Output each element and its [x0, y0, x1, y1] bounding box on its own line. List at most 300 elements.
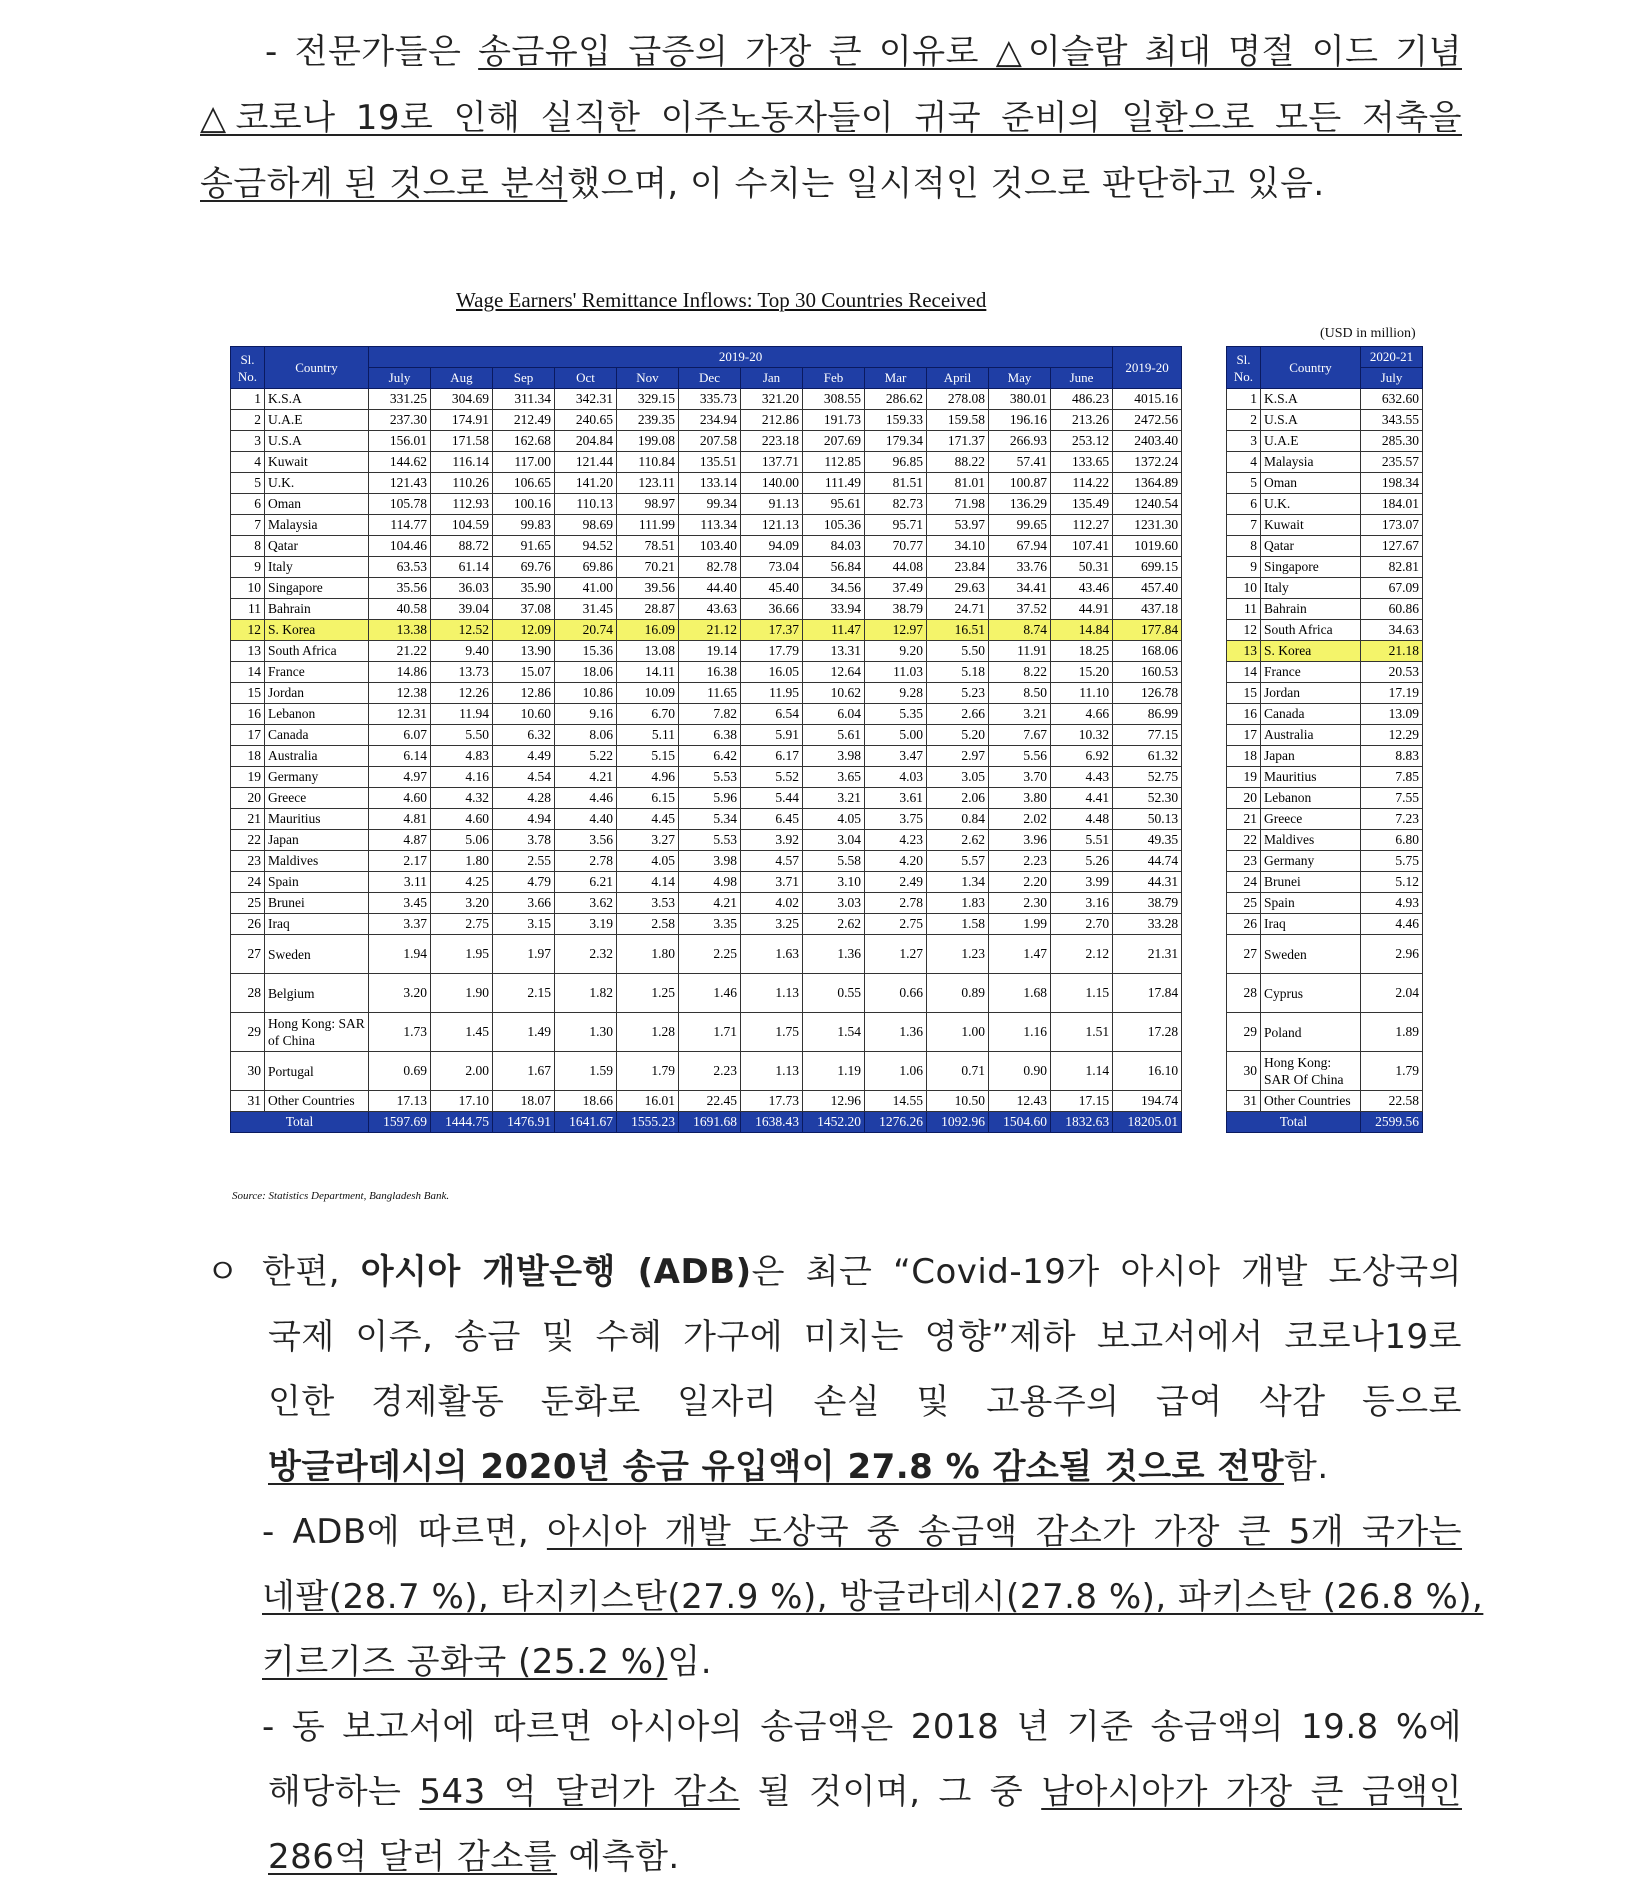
- value-cell: 1.16: [989, 1013, 1051, 1052]
- total-value: 1641.67: [555, 1112, 617, 1133]
- country-cell: Kuwait: [265, 452, 369, 473]
- table-row: [1227, 473, 1423, 494]
- value-cell: 2.78: [865, 893, 927, 914]
- row-number: 18: [1227, 746, 1261, 767]
- table-row: [231, 746, 1182, 767]
- value-cell: 5.12: [1361, 872, 1423, 893]
- row-number: 19: [1227, 767, 1261, 788]
- value-cell: 8.22: [989, 662, 1051, 683]
- row-number: 18: [231, 746, 265, 767]
- table-row: [231, 662, 1182, 683]
- side-header-period: 2020-21: [1361, 347, 1423, 368]
- country-cell: Spain: [265, 872, 369, 893]
- table-row: [231, 599, 1182, 620]
- country-cell: Spain: [1261, 893, 1361, 914]
- value-cell: 266.93: [989, 431, 1051, 452]
- country-cell: South Africa: [265, 641, 369, 662]
- table-row: [1227, 599, 1423, 620]
- row-number: 19: [231, 767, 265, 788]
- total-value: 1476.91: [493, 1112, 555, 1133]
- value-cell: 2.17: [369, 851, 431, 872]
- value-cell: 111.99: [617, 515, 679, 536]
- value-cell: 342.31: [555, 389, 617, 410]
- table-row: [231, 473, 1182, 494]
- row-number: 13: [1227, 641, 1261, 662]
- header-month: Nov: [617, 368, 679, 389]
- value-cell: 8.50: [989, 683, 1051, 704]
- total-value: 1092.96: [927, 1112, 989, 1133]
- value-cell: 105.36: [803, 515, 865, 536]
- value-cell: 1.80: [617, 935, 679, 974]
- value-cell: 49.35: [1113, 830, 1182, 851]
- value-cell: 5.53: [679, 830, 741, 851]
- row-number: 8: [231, 536, 265, 557]
- total-value: 1276.26: [865, 1112, 927, 1133]
- row-number: 25: [1227, 893, 1261, 914]
- value-cell: 335.73: [679, 389, 741, 410]
- value-cell: 4.21: [679, 893, 741, 914]
- table-row: [231, 1013, 1182, 1052]
- country-cell: Cyprus: [1261, 974, 1361, 1013]
- top-line-2: △코로나 19로 인해 실직한 이주노동자들이 귀국 준비의 일환으로 모든 저축을: [200, 98, 1462, 138]
- value-cell: 1.49: [493, 1013, 555, 1052]
- value-cell: 95.71: [865, 515, 927, 536]
- table-row: [231, 830, 1182, 851]
- value-cell: 100.16: [493, 494, 555, 515]
- table-row: [1227, 662, 1423, 683]
- value-cell: 18.66: [555, 1091, 617, 1112]
- value-cell: 1.73: [369, 1013, 431, 1052]
- header-month: Oct: [555, 368, 617, 389]
- value-cell: 112.27: [1051, 515, 1113, 536]
- value-cell: 1.19: [803, 1052, 865, 1091]
- value-cell: 10.62: [803, 683, 865, 704]
- value-cell: 0.66: [865, 974, 927, 1013]
- row-number: 17: [231, 725, 265, 746]
- country-cell: Australia: [1261, 725, 1361, 746]
- value-cell: 3.35: [679, 914, 741, 935]
- value-cell: 4.45: [617, 809, 679, 830]
- value-cell: 34.63: [1361, 620, 1423, 641]
- remittance-table-2019-20: [230, 346, 1182, 1133]
- value-cell: 133.14: [679, 473, 741, 494]
- value-cell: 1.82: [555, 974, 617, 1013]
- value-cell: 13.38: [369, 620, 431, 641]
- value-cell: 2.23: [989, 851, 1051, 872]
- header-month: Feb: [803, 368, 865, 389]
- value-cell: 6.17: [741, 746, 803, 767]
- value-cell: 207.58: [679, 431, 741, 452]
- table-row: [231, 704, 1182, 725]
- value-cell: 6.04: [803, 704, 865, 725]
- value-cell: 78.51: [617, 536, 679, 557]
- value-cell: 198.34: [1361, 473, 1423, 494]
- value-cell: 12.97: [865, 620, 927, 641]
- value-cell: 57.41: [989, 452, 1051, 473]
- value-cell: 60.86: [1361, 599, 1423, 620]
- header-sl: Sl. No.: [231, 347, 265, 389]
- value-cell: 3.16: [1051, 893, 1113, 914]
- value-cell: 2.55: [493, 851, 555, 872]
- value-cell: 4.83: [431, 746, 493, 767]
- value-cell: 10.50: [927, 1091, 989, 1112]
- table-row: [231, 914, 1182, 935]
- value-cell: 0.90: [989, 1052, 1051, 1091]
- row-number: 9: [231, 557, 265, 578]
- total-row: [231, 1112, 1182, 1133]
- value-cell: 53.97: [927, 515, 989, 536]
- value-cell: 191.73: [803, 410, 865, 431]
- value-cell: 7.85: [1361, 767, 1423, 788]
- value-cell: 3.25: [741, 914, 803, 935]
- row-number: 24: [231, 872, 265, 893]
- value-cell: 5.22: [555, 746, 617, 767]
- value-cell: 1.99: [989, 914, 1051, 935]
- total-value: 1638.43: [741, 1112, 803, 1133]
- table-row: [1227, 725, 1423, 746]
- value-cell: 4.20: [865, 851, 927, 872]
- header-month: May: [989, 368, 1051, 389]
- row-number: 6: [231, 494, 265, 515]
- row-number: 12: [231, 620, 265, 641]
- country-cell: Portugal: [265, 1052, 369, 1091]
- p3-line-2: 해당하는 543 억 달러가 감소 될 것이며, 그 중 남아시아가 가장 큰 금액인: [268, 1772, 1462, 1812]
- country-cell: U.S.A: [265, 431, 369, 452]
- value-cell: 16.38: [679, 662, 741, 683]
- value-cell: 21.18: [1361, 641, 1423, 662]
- table-row: [1227, 578, 1423, 599]
- country-cell: Greece: [265, 788, 369, 809]
- country-cell: Jordan: [1261, 683, 1361, 704]
- value-cell: 3.15: [493, 914, 555, 935]
- value-cell: 331.25: [369, 389, 431, 410]
- value-cell: 11.91: [989, 641, 1051, 662]
- value-cell: 110.26: [431, 473, 493, 494]
- value-cell: 3.96: [989, 830, 1051, 851]
- table-row: [231, 809, 1182, 830]
- value-cell: 5.52: [741, 767, 803, 788]
- table-row: [1227, 515, 1423, 536]
- value-cell: 35.90: [493, 578, 555, 599]
- value-cell: 12.64: [803, 662, 865, 683]
- row-number: 28: [1227, 974, 1261, 1013]
- value-cell: 67.94: [989, 536, 1051, 557]
- value-cell: 112.85: [803, 452, 865, 473]
- row-number: 3: [231, 431, 265, 452]
- value-cell: 61.32: [1113, 746, 1182, 767]
- table-row: [1227, 788, 1423, 809]
- value-cell: 1.59: [555, 1052, 617, 1091]
- header-month: Jan: [741, 368, 803, 389]
- value-cell: 4.79: [493, 872, 555, 893]
- country-cell: Hong Kong: SAR of China: [265, 1013, 369, 1052]
- value-cell: 2.02: [989, 809, 1051, 830]
- header-month: Aug: [431, 368, 493, 389]
- value-cell: 14.55: [865, 1091, 927, 1112]
- row-number: 24: [1227, 872, 1261, 893]
- side-header-sl: Sl. No.: [1227, 347, 1261, 389]
- value-cell: 0.84: [927, 809, 989, 830]
- value-cell: 20.74: [555, 620, 617, 641]
- row-number: 29: [1227, 1013, 1261, 1052]
- value-cell: 486.23: [1051, 389, 1113, 410]
- value-cell: 5.91: [741, 725, 803, 746]
- value-cell: 240.65: [555, 410, 617, 431]
- value-cell: 6.70: [617, 704, 679, 725]
- total-value: 18205.01: [1113, 1112, 1182, 1133]
- row-number: 11: [1227, 599, 1261, 620]
- country-cell: Poland: [1261, 1013, 1361, 1052]
- value-cell: 4.66: [1051, 704, 1113, 725]
- value-cell: 33.76: [989, 557, 1051, 578]
- value-cell: 33.94: [803, 599, 865, 620]
- row-number: 23: [1227, 851, 1261, 872]
- table-row: [1227, 1052, 1423, 1091]
- value-cell: 4.05: [617, 851, 679, 872]
- row-number: 6: [1227, 494, 1261, 515]
- value-cell: 4.60: [431, 809, 493, 830]
- value-cell: 1.67: [493, 1052, 555, 1091]
- country-cell: Sweden: [265, 935, 369, 974]
- value-cell: 5.50: [431, 725, 493, 746]
- value-cell: 9.40: [431, 641, 493, 662]
- total-label: Total: [1227, 1112, 1361, 1133]
- value-cell: 2.25: [679, 935, 741, 974]
- value-cell: 3.78: [493, 830, 555, 851]
- value-cell: 179.34: [865, 431, 927, 452]
- value-cell: 21.12: [679, 620, 741, 641]
- bullet-marker: ㅇ: [206, 1252, 240, 1292]
- value-cell: 106.65: [493, 473, 555, 494]
- row-number: 27: [231, 935, 265, 974]
- value-cell: 110.84: [617, 452, 679, 473]
- value-cell: 5.15: [617, 746, 679, 767]
- value-cell: 5.61: [803, 725, 865, 746]
- value-cell: 2403.40: [1113, 431, 1182, 452]
- value-cell: 16.09: [617, 620, 679, 641]
- value-cell: 123.11: [617, 473, 679, 494]
- value-cell: 3.61: [865, 788, 927, 809]
- value-cell: 135.49: [1051, 494, 1113, 515]
- row-number: 15: [1227, 683, 1261, 704]
- value-cell: 140.00: [741, 473, 803, 494]
- value-cell: 253.12: [1051, 431, 1113, 452]
- table-row: [231, 893, 1182, 914]
- value-cell: 12.86: [493, 683, 555, 704]
- value-cell: 3.20: [431, 893, 493, 914]
- value-cell: 15.20: [1051, 662, 1113, 683]
- table-row: [1227, 809, 1423, 830]
- value-cell: 3.71: [741, 872, 803, 893]
- value-cell: 99.34: [679, 494, 741, 515]
- value-cell: 12.31: [369, 704, 431, 725]
- table-row: [1227, 683, 1423, 704]
- value-cell: 50.31: [1051, 557, 1113, 578]
- country-cell: Australia: [265, 746, 369, 767]
- value-cell: 632.60: [1361, 389, 1423, 410]
- value-cell: 127.67: [1361, 536, 1423, 557]
- row-number: 16: [1227, 704, 1261, 725]
- value-cell: 81.51: [865, 473, 927, 494]
- p2-line-1: - ADB에 따르면, 아시아 개발 도상국 중 송금액 감소가 가장 큰 5개 국가는: [262, 1512, 1463, 1552]
- country-cell: Italy: [1261, 578, 1361, 599]
- value-cell: 88.72: [431, 536, 493, 557]
- country-cell: U.A.E: [265, 410, 369, 431]
- value-cell: 40.58: [369, 599, 431, 620]
- value-cell: 5.50: [927, 641, 989, 662]
- country-cell: Kuwait: [1261, 515, 1361, 536]
- country-cell: Malaysia: [265, 515, 369, 536]
- value-cell: 16.10: [1113, 1052, 1182, 1091]
- value-cell: 12.38: [369, 683, 431, 704]
- value-cell: 39.04: [431, 599, 493, 620]
- value-cell: 13.09: [1361, 704, 1423, 725]
- row-number: 21: [1227, 809, 1261, 830]
- table-row: [1227, 452, 1423, 473]
- value-cell: 3.21: [989, 704, 1051, 725]
- value-cell: 12.26: [431, 683, 493, 704]
- header-period: 2019-20: [369, 347, 1113, 368]
- value-cell: 0.71: [927, 1052, 989, 1091]
- value-cell: 1.75: [741, 1013, 803, 1052]
- value-cell: 457.40: [1113, 578, 1182, 599]
- value-cell: 1.13: [741, 1052, 803, 1091]
- value-cell: 1.36: [803, 935, 865, 974]
- country-cell: France: [1261, 662, 1361, 683]
- value-cell: 13.31: [803, 641, 865, 662]
- value-cell: 304.69: [431, 389, 493, 410]
- row-number: 12: [1227, 620, 1261, 641]
- value-cell: 5.96: [679, 788, 741, 809]
- row-number: 8: [1227, 536, 1261, 557]
- value-cell: 0.55: [803, 974, 865, 1013]
- unit-label: (USD in million): [1320, 326, 1416, 341]
- header-country: Country: [265, 347, 369, 389]
- value-cell: 3.27: [617, 830, 679, 851]
- table-row: [231, 935, 1182, 974]
- value-cell: 1.46: [679, 974, 741, 1013]
- row-number: 2: [1227, 410, 1261, 431]
- row-number: 3: [1227, 431, 1261, 452]
- value-cell: 126.78: [1113, 683, 1182, 704]
- value-cell: 44.08: [865, 557, 927, 578]
- table-row: [231, 410, 1182, 431]
- value-cell: 99.65: [989, 515, 1051, 536]
- value-cell: 5.00: [865, 725, 927, 746]
- value-cell: 4.28: [493, 788, 555, 809]
- value-cell: 56.84: [803, 557, 865, 578]
- value-cell: 6.80: [1361, 830, 1423, 851]
- row-number: 7: [1227, 515, 1261, 536]
- value-cell: 3.65: [803, 767, 865, 788]
- value-cell: 237.30: [369, 410, 431, 431]
- value-cell: 116.14: [431, 452, 493, 473]
- value-cell: 3.98: [803, 746, 865, 767]
- row-number: 26: [231, 914, 265, 935]
- value-cell: 98.97: [617, 494, 679, 515]
- value-cell: 5.57: [927, 851, 989, 872]
- value-cell: 5.20: [927, 725, 989, 746]
- value-cell: 45.40: [741, 578, 803, 599]
- row-number: 31: [231, 1091, 265, 1112]
- value-cell: 37.49: [865, 578, 927, 599]
- table-row: [231, 974, 1182, 1013]
- row-number: 30: [231, 1052, 265, 1091]
- value-cell: 121.44: [555, 452, 617, 473]
- value-cell: 11.03: [865, 662, 927, 683]
- value-cell: 3.75: [865, 809, 927, 830]
- value-cell: 43.63: [679, 599, 741, 620]
- value-cell: 1.14: [1051, 1052, 1113, 1091]
- header-month: July: [369, 368, 431, 389]
- row-number: 15: [231, 683, 265, 704]
- value-cell: 380.01: [989, 389, 1051, 410]
- row-number: 1: [1227, 389, 1261, 410]
- value-cell: 113.34: [679, 515, 741, 536]
- value-cell: 50.13: [1113, 809, 1182, 830]
- value-cell: 235.57: [1361, 452, 1423, 473]
- value-cell: 39.56: [617, 578, 679, 599]
- value-cell: 28.87: [617, 599, 679, 620]
- value-cell: 5.35: [865, 704, 927, 725]
- value-cell: 37.08: [493, 599, 555, 620]
- value-cell: 91.65: [493, 536, 555, 557]
- value-cell: 213.26: [1051, 410, 1113, 431]
- value-cell: 18.07: [493, 1091, 555, 1112]
- value-cell: 4.46: [555, 788, 617, 809]
- value-cell: 3.99: [1051, 872, 1113, 893]
- value-cell: 12.43: [989, 1091, 1051, 1112]
- value-cell: 343.55: [1361, 410, 1423, 431]
- row-number: 4: [1227, 452, 1261, 473]
- value-cell: 1019.60: [1113, 536, 1182, 557]
- table-row: [1227, 1091, 1423, 1112]
- total-value: 1691.68: [679, 1112, 741, 1133]
- value-cell: 16.05: [741, 662, 803, 683]
- table-row: [1227, 620, 1423, 641]
- value-cell: 23.84: [927, 557, 989, 578]
- value-cell: 107.41: [1051, 536, 1113, 557]
- value-cell: 329.15: [617, 389, 679, 410]
- value-cell: 6.38: [679, 725, 741, 746]
- value-cell: 5.56: [989, 746, 1051, 767]
- value-cell: 9.28: [865, 683, 927, 704]
- value-cell: 1.51: [1051, 1013, 1113, 1052]
- value-cell: 4.41: [1051, 788, 1113, 809]
- country-cell: Malaysia: [1261, 452, 1361, 473]
- value-cell: 3.62: [555, 893, 617, 914]
- row-number: 13: [231, 641, 265, 662]
- value-cell: 15.36: [555, 641, 617, 662]
- table-row: [231, 851, 1182, 872]
- value-cell: 11.10: [1051, 683, 1113, 704]
- value-cell: 82.78: [679, 557, 741, 578]
- row-number: 9: [1227, 557, 1261, 578]
- value-cell: 95.61: [803, 494, 865, 515]
- country-cell: Germany: [1261, 851, 1361, 872]
- value-cell: 1.68: [989, 974, 1051, 1013]
- value-cell: 1231.30: [1113, 515, 1182, 536]
- value-cell: 4015.16: [1113, 389, 1182, 410]
- row-number: 27: [1227, 935, 1261, 974]
- row-number: 30: [1227, 1052, 1261, 1091]
- value-cell: 5.06: [431, 830, 493, 851]
- total-value: 1444.75: [431, 1112, 493, 1133]
- value-cell: 137.71: [741, 452, 803, 473]
- value-cell: 1.79: [617, 1052, 679, 1091]
- value-cell: 100.87: [989, 473, 1051, 494]
- value-cell: 91.13: [741, 494, 803, 515]
